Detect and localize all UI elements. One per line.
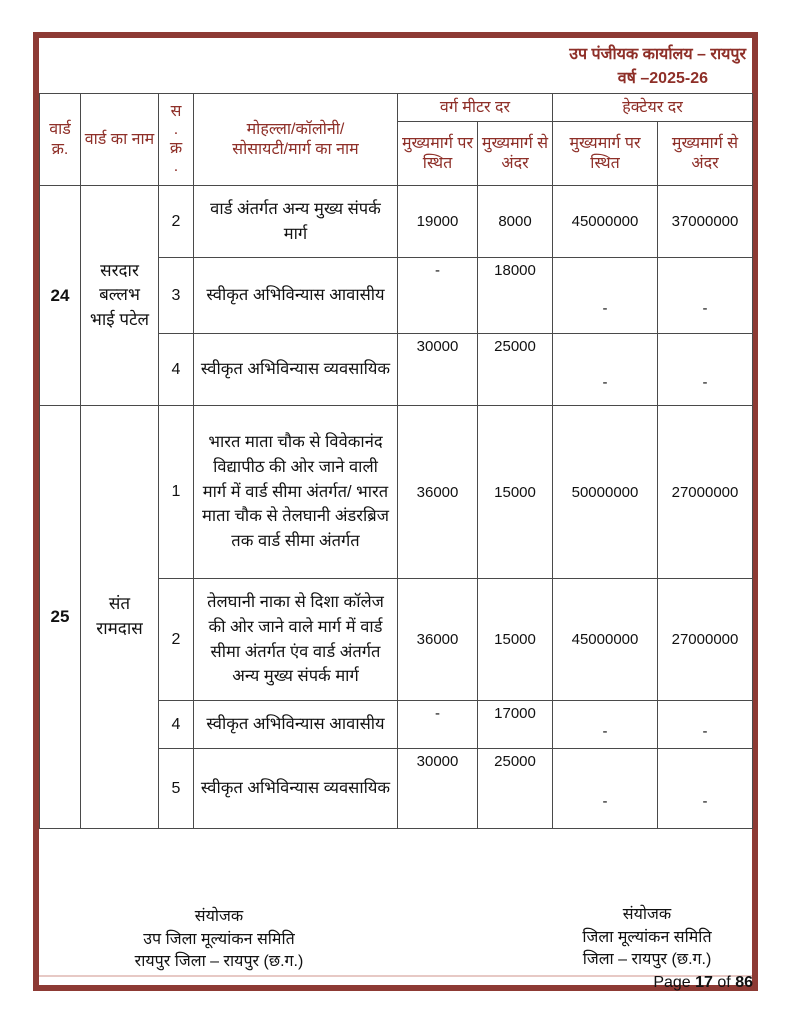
ward-number: 24: [40, 186, 81, 406]
sqm-inside-value: 25000: [478, 334, 553, 406]
signatory-committee: उप जिला मूल्यांकन समिति: [143, 930, 295, 948]
page-total: 86: [735, 973, 753, 991]
locality-name: स्वीकृत अभिविन्यास आवासीय: [194, 258, 398, 334]
sqm-inside-value: 15000: [478, 406, 553, 579]
serial-no: 2: [159, 186, 194, 258]
sqm-on-main-value: 19000: [398, 186, 478, 258]
sqm-on-main-value: 36000: [398, 406, 478, 579]
footer-signatory-left: [94, 906, 344, 974]
locality-header-line: मोहल्ला/कॉलोनी/: [246, 120, 345, 138]
sqm-on-main-value: -: [398, 701, 478, 749]
serial-line: .: [173, 121, 179, 139]
serial-line: क्र: [169, 139, 183, 157]
rates-table: [39, 93, 753, 829]
locality-name: तेलघानी नाका से दिशा कॉलेज की ओर जाने वाले मार्ग में वार्ड सीमा अंतर्गत एंव वार्ड अंतर्गत अन्य मुख्य संपर्क मार्ग: [194, 579, 398, 701]
page-current: 17: [695, 973, 713, 991]
col-header-sqm-inside: मुख्यमार्ग से अंदर: [478, 122, 553, 186]
col-header-ha-on-main: मुख्यमार्ग पर स्थित: [553, 122, 658, 186]
ha-on-main-value: -: [553, 749, 658, 829]
col-header-ha-inside: मुख्यमार्ग से अंदर: [658, 122, 753, 186]
page-border-frame: [33, 32, 758, 991]
locality-name: भारत माता चौक से विवेकानंद विद्यापीठ की ओर जाने वाली मार्ग में वार्ड सीमा अंतर्गत/ भारत माता चौक से तेलघानी अंडरब्रिज तक वार्ड सीमा अंतर्गत: [194, 406, 398, 579]
sqm-on-main-value: 30000: [398, 334, 478, 406]
group-header-hectare-rate: हेक्टेयर दर: [553, 94, 753, 122]
sqm-inside-value: 25000: [478, 749, 553, 829]
sqm-inside-value: 8000: [478, 186, 553, 258]
ward-name: सरदार बल्लभ भाई पटेल: [81, 186, 159, 406]
signatory-district: जिला – रायपुर (छ.ग.): [582, 951, 712, 968]
col-header-serial: [159, 94, 194, 186]
ward-number: 25: [40, 406, 81, 829]
page-number: [539, 972, 755, 995]
serial-no: 4: [159, 334, 194, 406]
sqm-inside-value: 17000: [478, 701, 553, 749]
sqm-inside-value: 18000: [478, 258, 553, 334]
group-header-sqm-rate: वर्ग मीटर दर: [398, 94, 553, 122]
ward-name: संत रामदास: [81, 406, 159, 829]
serial-no: 3: [159, 258, 194, 334]
serial-no: 2: [159, 579, 194, 701]
col-header-ward-no: वार्ड क्र.: [40, 94, 81, 186]
serial-line: स: [170, 102, 182, 120]
footer-signatory-right: [539, 904, 755, 994]
ha-on-main-value: 50000000: [553, 406, 658, 579]
serial-no: 5: [159, 749, 194, 829]
signatory-district: रायपुर जिला – रायपुर (छ.ग.): [134, 953, 304, 970]
ha-on-main-value: -: [553, 334, 658, 406]
ha-inside-value: 37000000: [658, 186, 753, 258]
table-row: [40, 406, 753, 579]
sqm-on-main-value: -: [398, 258, 478, 334]
sqm-inside-value: 15000: [478, 579, 553, 701]
ha-on-main-value: -: [553, 701, 658, 749]
locality-name: स्वीकृत अभिविन्यास व्यवसायिक: [194, 334, 398, 406]
ha-on-main-value: 45000000: [553, 186, 658, 258]
locality-header-line: सोसायटी/मार्ग का नाम: [232, 140, 359, 158]
serial-line: .: [173, 157, 179, 175]
year-label: वर्ष –2025-26: [617, 70, 708, 87]
col-header-locality: [194, 94, 398, 186]
ha-inside-value: -: [658, 701, 753, 749]
locality-name: वार्ड अंतर्गत अन्य मुख्य संपर्क मार्ग: [194, 186, 398, 258]
ha-inside-value: 27000000: [658, 406, 753, 579]
table-row: [40, 186, 753, 258]
col-header-ward-name: वार्ड का नाम: [81, 94, 159, 186]
ha-inside-value: -: [658, 749, 753, 829]
locality-name: स्वीकृत अभिविन्यास व्यवसायिक: [194, 749, 398, 829]
ha-inside-value: -: [658, 258, 753, 334]
page-content: [39, 38, 753, 991]
col-header-sqm-on-main: मुख्यमार्ग पर स्थित: [398, 122, 478, 186]
office-title: उप पंजीयक कार्यालय – रायपुर: [569, 46, 746, 63]
locality-name: स्वीकृत अभिविन्यास आवासीय: [194, 701, 398, 749]
ha-on-main-value: 45000000: [553, 579, 658, 701]
signatory-committee: जिला मूल्यांकन समिति: [582, 928, 712, 946]
ha-on-main-value: -: [553, 258, 658, 334]
ha-inside-value: -: [658, 334, 753, 406]
page-of: of: [717, 973, 731, 991]
serial-no: 4: [159, 701, 194, 749]
signatory-title: संयोजक: [194, 908, 244, 925]
serial-no: 1: [159, 406, 194, 579]
sqm-on-main-value: 30000: [398, 749, 478, 829]
sqm-on-main-value: 36000: [398, 579, 478, 701]
page-prefix: Page: [653, 973, 691, 991]
signatory-title: संयोजक: [622, 906, 672, 923]
ha-inside-value: 27000000: [658, 579, 753, 701]
